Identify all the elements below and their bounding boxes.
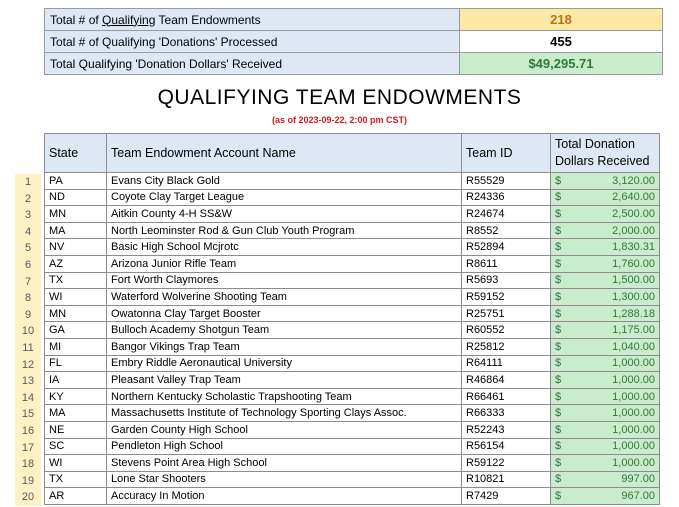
cell-name[interactable]: Owatonna Clay Target Booster (107, 305, 462, 322)
table-row (45, 355, 660, 372)
row-number: 15 (21, 408, 35, 421)
cell-team-id[interactable]: R52243 (462, 421, 551, 438)
cell-team-id[interactable]: R24674 (462, 206, 551, 223)
table-row (45, 289, 660, 306)
cell-team-id[interactable]: R7429 (462, 488, 551, 505)
cell-amount[interactable] (551, 421, 660, 438)
cell-team-id[interactable]: R10821 (462, 471, 551, 488)
cell-team-id[interactable]: R25812 (462, 338, 551, 355)
header-row (45, 134, 660, 173)
cell-team-id[interactable]: R66333 (462, 405, 551, 422)
cell-state[interactable]: MA (45, 405, 107, 422)
table-row (45, 388, 660, 405)
header-team-id[interactable]: Team ID (462, 134, 551, 173)
row-number: 8 (24, 292, 32, 305)
summary-row (45, 9, 663, 31)
cell-state[interactable]: FL (45, 355, 107, 372)
amount-value: 2,500.00 (612, 207, 655, 220)
cell-state[interactable]: IA (45, 372, 107, 389)
table-row (45, 405, 660, 422)
cell-name[interactable]: Northern Kentucky Scholastic Trapshooting Team (107, 388, 462, 405)
cell-name[interactable]: Garden County High School (107, 421, 462, 438)
table-row (45, 272, 660, 289)
cell-state[interactable]: ND (45, 189, 107, 206)
table-row (45, 471, 660, 488)
cell-amount[interactable] (551, 289, 660, 306)
row-number-column (15, 174, 41, 506)
row-number: 14 (21, 391, 35, 404)
amount-value: 1,000.00 (612, 423, 655, 436)
cell-name[interactable]: Stevens Point Area High School (107, 455, 462, 472)
amount-value: 3,120.00 (612, 174, 655, 187)
currency-symbol: $ (555, 307, 562, 320)
row-number: 19 (21, 474, 35, 487)
table-row (45, 338, 660, 355)
cell-state[interactable]: MN (45, 305, 107, 322)
cell-name[interactable]: Coyote Clay Target League (107, 189, 462, 206)
header-amount-line1: Total Donation (555, 137, 635, 151)
summary-row (45, 31, 663, 53)
cell-state[interactable]: GA (45, 322, 107, 339)
cell-state[interactable]: SC (45, 438, 107, 455)
cell-state[interactable]: NV (45, 239, 107, 256)
currency-symbol: $ (555, 340, 562, 353)
cell-name[interactable]: Accuracy In Motion (107, 488, 462, 505)
cell-team-id[interactable]: R52894 (462, 239, 551, 256)
row-number: 1 (24, 176, 32, 188)
cell-state[interactable]: KY (45, 388, 107, 405)
cell-state[interactable]: NE (45, 421, 107, 438)
amount-value: 1,000.00 (612, 440, 655, 453)
cell-team-id[interactable]: R8611 (462, 255, 551, 272)
amount-value: 1,000.00 (612, 357, 655, 370)
currency-symbol: $ (555, 490, 562, 503)
cell-amount[interactable] (551, 438, 660, 455)
cell-name[interactable]: Bulloch Academy Shotgun Team (107, 322, 462, 339)
as-of-subtitle: (as of 2023-09-22, 2:00 pm CST) (271, 115, 408, 125)
row-number: 18 (21, 458, 35, 471)
currency-symbol: $ (555, 440, 562, 453)
cell-team-id[interactable]: R46864 (462, 372, 551, 389)
currency-symbol: $ (555, 357, 562, 370)
cell-state[interactable]: WI (45, 289, 107, 306)
cell-state[interactable]: MA (45, 222, 107, 239)
cell-state[interactable]: PA (45, 173, 107, 190)
cell-amount[interactable] (551, 255, 660, 272)
cell-team-id[interactable]: R24336 (462, 189, 551, 206)
currency-symbol: $ (555, 257, 562, 270)
summary-value: $49,295.71 (460, 53, 663, 75)
cell-amount[interactable] (551, 222, 660, 239)
cell-amount[interactable] (551, 455, 660, 472)
cell-amount[interactable] (551, 173, 660, 190)
cell-amount[interactable] (551, 305, 660, 322)
amount-value: 1,300.00 (612, 290, 655, 303)
cell-amount[interactable] (551, 322, 660, 339)
cell-team-id[interactable]: R8552 (462, 222, 551, 239)
cell-team-id[interactable]: R66461 (462, 388, 551, 405)
currency-symbol: $ (555, 274, 562, 287)
summary-row (45, 53, 663, 75)
summary-value: 455 (460, 31, 663, 53)
cell-name[interactable]: Pleasant Valley Trap Team (107, 372, 462, 389)
amount-value: 2,000.00 (612, 224, 655, 237)
table-row (45, 255, 660, 272)
cell-name[interactable]: Arizona Junior Rifle Team (107, 255, 462, 272)
cell-state[interactable]: AZ (45, 255, 107, 272)
table-row (45, 322, 660, 339)
cell-name[interactable]: Lone Star Shooters (107, 471, 462, 488)
cell-amount[interactable] (551, 272, 660, 289)
cell-name[interactable]: Massachusetts Institute of Technology Sporting Clays Assoc. (107, 405, 462, 422)
row-number: 3 (24, 209, 32, 222)
cell-amount[interactable] (551, 372, 660, 389)
cell-name[interactable]: Bangor Vikings Trap Team (107, 338, 462, 355)
table-row (45, 455, 660, 472)
page-title: QUALIFYING TEAM ENDOWMENTS (157, 86, 522, 109)
currency-symbol: $ (555, 224, 562, 237)
row-number: 5 (24, 242, 32, 255)
cell-name[interactable]: Evans City Black Gold (107, 173, 462, 190)
table-row (45, 206, 660, 223)
row-number: 20 (21, 491, 35, 504)
cell-amount[interactable] (551, 206, 660, 223)
currency-symbol: $ (555, 473, 562, 486)
cell-amount[interactable] (551, 388, 660, 405)
currency-symbol: $ (555, 390, 562, 403)
cell-team-id[interactable]: R56154 (462, 438, 551, 455)
currency-symbol: $ (555, 241, 562, 254)
cell-state[interactable]: WI (45, 455, 107, 472)
row-number: 11 (22, 341, 34, 354)
cell-name[interactable]: Embry Riddle Aeronautical University (107, 355, 462, 372)
amount-value: 1,040.00 (612, 340, 655, 353)
currency-symbol: $ (555, 191, 562, 204)
endowments-table (44, 133, 660, 505)
header-amount-line2: Dollars Received (555, 154, 650, 168)
cell-team-id[interactable]: R64111 (462, 355, 551, 372)
amount-value: 1,000.00 (612, 373, 655, 386)
cell-team-id[interactable]: R25751 (462, 305, 551, 322)
header-state[interactable]: State (45, 134, 107, 173)
summary-label: Total # of Qualifying Team Endowments (45, 9, 460, 31)
table-row (45, 488, 660, 505)
row-number: 17 (21, 441, 35, 454)
cell-name[interactable]: Fort Worth Claymores (107, 272, 462, 289)
table-row (45, 372, 660, 389)
amount-value: 1,760.00 (612, 257, 655, 270)
currency-symbol: $ (555, 456, 562, 469)
cell-team-id[interactable]: R59122 (462, 455, 551, 472)
row-number: 2 (24, 192, 32, 205)
amount-value: 997.00 (621, 473, 655, 486)
cell-state[interactable]: MI (45, 338, 107, 355)
amount-value: 1,000.00 (612, 390, 655, 403)
row-number: 13 (21, 375, 35, 388)
table-row (45, 305, 660, 322)
currency-symbol: $ (555, 423, 562, 436)
row-number: 9 (24, 308, 32, 321)
cell-team-id[interactable]: R59152 (462, 289, 551, 306)
cell-amount[interactable] (551, 355, 660, 372)
summary-label: Total # of Qualifying 'Donations' Processed (45, 31, 460, 53)
summary-value: 218 (460, 9, 663, 31)
currency-symbol: $ (555, 324, 562, 337)
table-row (45, 222, 660, 239)
cell-amount[interactable] (551, 488, 660, 505)
cell-team-id[interactable]: R55529 (462, 173, 551, 190)
cell-name[interactable]: Aitkin County 4-H SS&W (107, 206, 462, 223)
cell-name[interactable]: Waterford Wolverine Shooting Team (107, 289, 462, 306)
table-row (45, 239, 660, 256)
amount-value: 1,288.18 (612, 307, 655, 320)
header-amount[interactable] (551, 134, 660, 173)
currency-symbol: $ (555, 290, 562, 303)
amount-value: 1,830.31 (612, 241, 655, 254)
row-number: 16 (21, 424, 35, 437)
cell-team-id[interactable]: R60552 (462, 322, 551, 339)
summary-label: Total Qualifying 'Donation Dollars' Received (45, 53, 460, 75)
table-row (45, 173, 660, 190)
cell-amount[interactable] (551, 189, 660, 206)
cell-state[interactable]: MN (45, 206, 107, 223)
currency-symbol: $ (555, 174, 562, 187)
header-name[interactable]: Team Endowment Account Name (107, 134, 462, 173)
table-row (45, 438, 660, 455)
row-number: 6 (24, 258, 32, 271)
cell-amount[interactable] (551, 405, 660, 422)
currency-symbol: $ (555, 373, 562, 386)
amount-value: 1,000.00 (612, 456, 655, 469)
amount-value: 1,500.00 (612, 274, 655, 287)
currency-symbol: $ (555, 207, 562, 220)
row-number: 7 (24, 275, 32, 288)
amount-value: 1,175.00 (612, 324, 655, 337)
cell-team-id[interactable]: R5693 (462, 272, 551, 289)
amount-value: 1,000.00 (612, 407, 655, 420)
cell-state[interactable]: TX (45, 272, 107, 289)
cell-amount[interactable] (551, 239, 660, 256)
table-row (45, 189, 660, 206)
summary-table (44, 8, 663, 75)
cell-name[interactable]: Basic High School Mcjrotc (107, 239, 462, 256)
row-number: 4 (24, 225, 32, 238)
row-number: 10 (21, 325, 35, 338)
row-number: 12 (21, 358, 35, 371)
cell-state[interactable]: TX (45, 471, 107, 488)
amount-value: 967.00 (621, 490, 655, 503)
cell-amount[interactable] (551, 338, 660, 355)
cell-amount[interactable] (551, 471, 660, 488)
cell-name[interactable]: North Leominster Rod & Gun Club Youth Program (107, 222, 462, 239)
cell-name[interactable]: Pendleton High School (107, 438, 462, 455)
table-row (45, 421, 660, 438)
cell-state[interactable]: AR (45, 488, 107, 505)
currency-symbol: $ (555, 407, 562, 420)
amount-value: 2,640.00 (612, 191, 655, 204)
